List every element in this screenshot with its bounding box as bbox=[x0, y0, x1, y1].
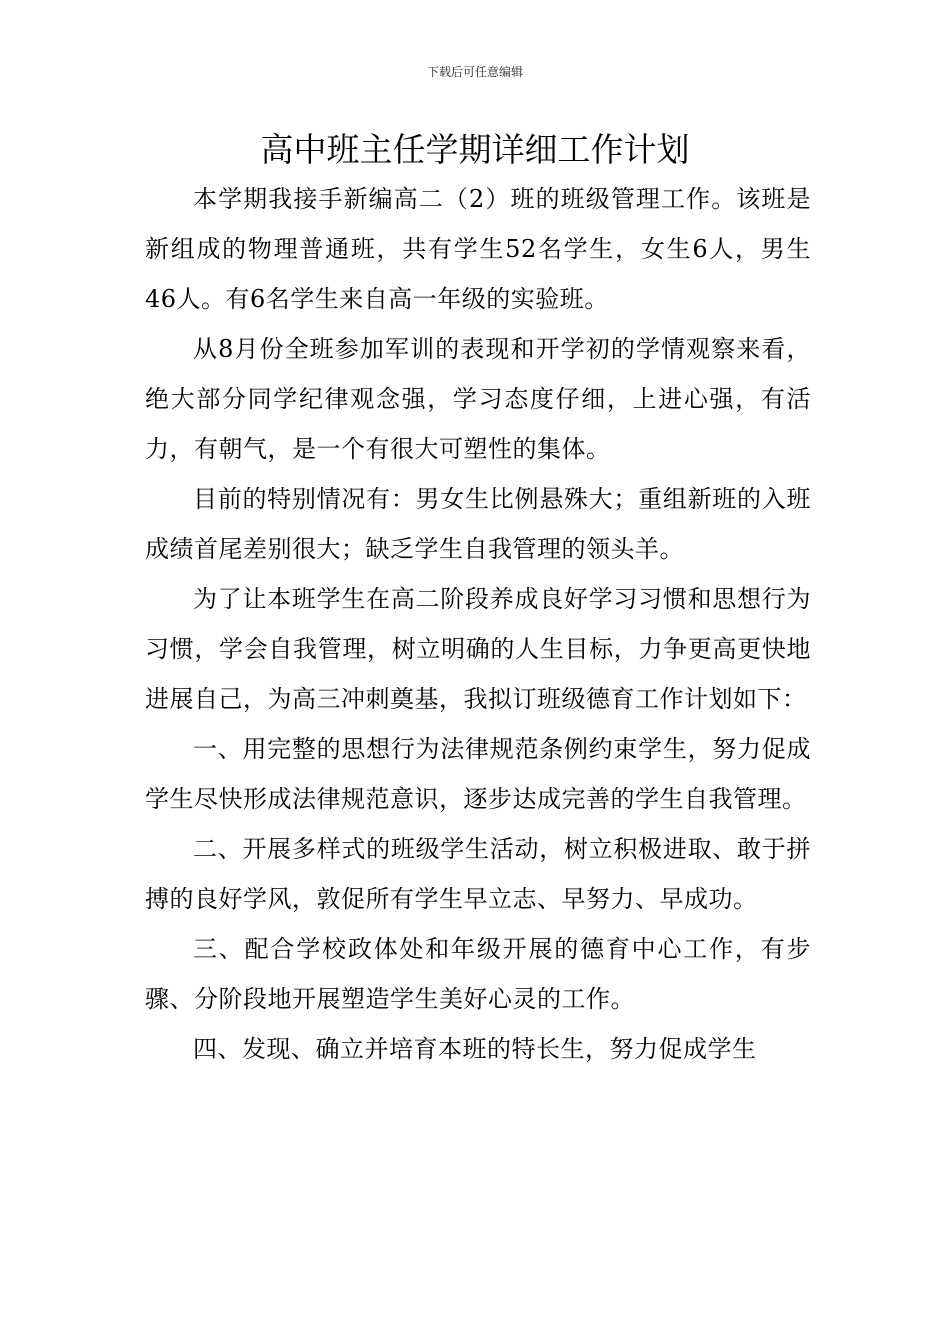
document-title: 高中班主任学期详细工作计划 bbox=[260, 130, 690, 169]
paragraph-class-overview: 本学期我接手新编高二（2）班的班级管理工作。该班是新组成的物理普通班，共有学生52名学生，女生6人，男生46人。有6名学生来自高一年级的实验班。 bbox=[145, 185, 811, 313]
paragraph-plan-intro: 为了让本班学生在高二阶段养成良好学习习惯和思想行为习惯，学会自我管理，树立明确的人生目标，力争更高更快地进展自己，为高三冲刺奠基，我拟订班级德育工作计划如下： bbox=[145, 585, 811, 713]
paragraph-item-two: 二、开展多样式的班级学生活动，树立积极进取、敢于拼搏的良好学风，敦促所有学生早立志、早努力、早成功。 bbox=[145, 835, 811, 913]
paragraph-item-four: 四、发现、确立并培育本班的特长生，努力促成学生 bbox=[193, 1035, 757, 1063]
paragraph-special-situation: 目前的特别情况有：男女生比例悬殊大；重组新班的入班成绩首尾差别很大；缺乏学生自我管理的领头羊。 bbox=[145, 485, 811, 563]
document-body bbox=[145, 174, 811, 1074]
header-note: 下载后可任意编辑 bbox=[426, 65, 523, 79]
paragraph-item-one: 一、用完整的思想行为法律规范条例约束学生，努力促成学生尽快形成法律规范意识，逐步达成完善的学生自我管理。 bbox=[145, 735, 811, 813]
paragraph-item-three: 三、配合学校政体处和年级开展的德育中心工作，有步骤、分阶段地开展塑造学生美好心灵的工作。 bbox=[145, 935, 811, 1013]
paragraph-class-assessment: 从8月份全班参加军训的表现和开学初的学情观察来看，绝大部分同学纪律观念强，学习态度仔细，上进心强，有活力，有朝气，是一个有很大可塑性的集体。 bbox=[145, 335, 811, 463]
